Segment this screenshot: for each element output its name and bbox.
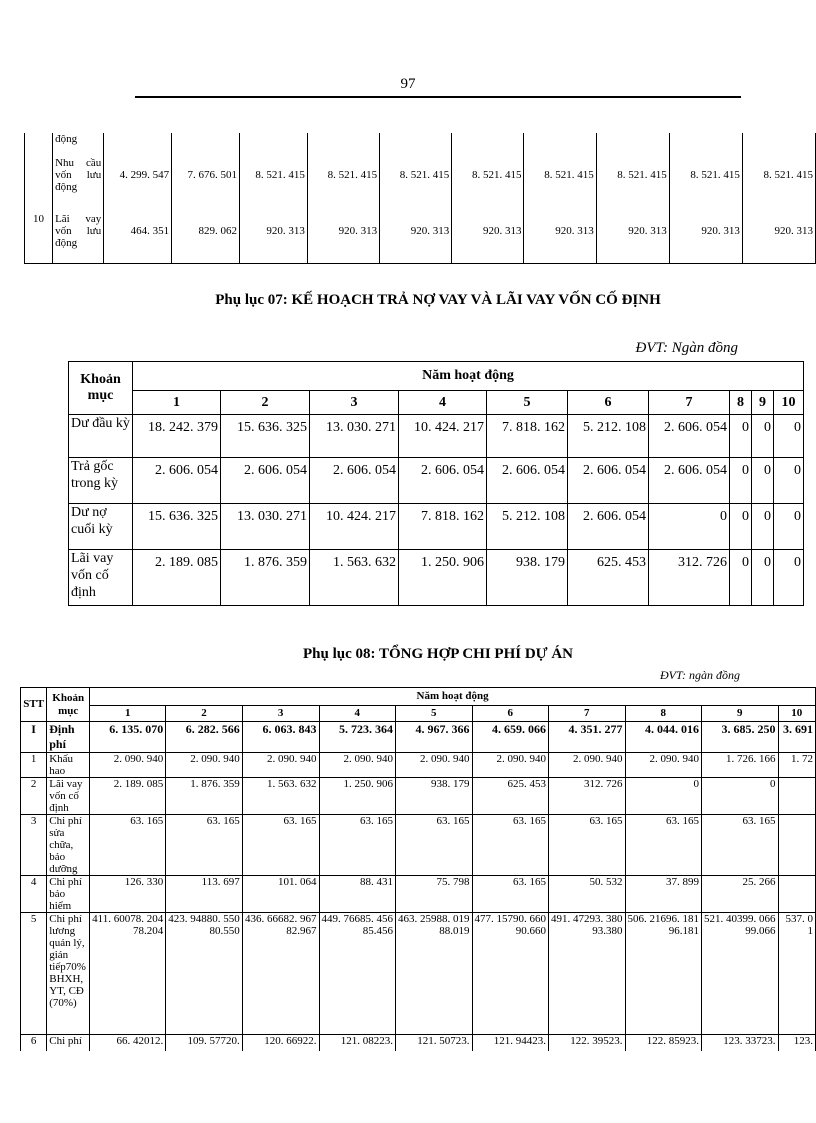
cell-value: 18. 242. 379 [133,415,221,458]
cell-value: 1. 876. 359 [221,550,310,606]
cell-value: 101. 064 [242,876,319,913]
appendix08-header-item: Khoản mục [47,688,90,722]
table-row [25,213,816,263]
cell-value: 2. 090. 940 [90,753,166,778]
table-row [21,913,816,1035]
cell-value: 1. 250. 906 [319,778,396,815]
cell-value: 1. 563. 632 [242,778,319,815]
cell-value: 8. 521. 415 [524,157,596,213]
cell-value: 63. 165 [166,815,243,876]
cell-value: 88. 431 [319,876,396,913]
cell-value: 506. 21696. 181 96.181 [625,913,702,1035]
cell-value: 0 [730,458,752,504]
cell-value [778,778,816,815]
row-stt [25,133,53,157]
cell-value: 920. 313 [669,213,742,263]
table-row [21,815,816,876]
cell-value: 63. 165 [90,815,166,876]
cell-value: 8. 521. 415 [742,157,815,213]
cell-value: 120. 66922. [242,1035,319,1051]
cell-value: 37. 899 [625,876,702,913]
cell-value: 920. 313 [240,213,308,263]
row-name: Dư đầu kỳ [69,415,133,458]
cell-value: 1. 726. 166 [702,753,779,778]
cell-value: 477. 15790. 660 90.660 [472,913,549,1035]
cell-value: 121. 50723. [396,1035,473,1051]
cell-value: 436. 66682. 967 82.967 [242,913,319,1035]
appendix08-header-stt: STT [21,688,47,722]
cell-value [452,133,524,157]
cell-value: 121. 08223. [319,1035,396,1051]
cell-value: 464. 351 [104,213,172,263]
cell-value: 50. 532 [549,876,626,913]
table-row [25,157,816,213]
appendix07-unit: ĐVT: Ngàn đồng [635,340,738,356]
table-row [25,133,816,157]
appendix07-table [68,361,804,606]
cell-value: 2. 606. 054 [487,458,568,504]
cell-value: 2. 606. 054 [310,458,399,504]
cell-value: 920. 313 [742,213,815,263]
cell-value: 63. 165 [702,815,779,876]
cell-value: 15. 636. 325 [133,504,221,550]
cell-value: 537. 0 1 [778,913,816,1035]
cell-value: 10. 424. 217 [399,415,487,458]
cell-value [742,133,815,157]
table-row [21,722,816,753]
cell-value: 4. 659. 066 [472,722,549,753]
cell-value: 8. 521. 415 [307,157,379,213]
year-header: 7 [649,391,730,415]
row-stt [25,157,53,213]
row-name: Nhu cầu vốn lưu động [53,157,104,213]
row-name: Trả gốc trong kỳ [69,458,133,504]
year-header: 1 [90,706,166,722]
cell-value: 625. 453 [568,550,649,606]
cell-value: 2. 606. 054 [649,458,730,504]
year-header: 4 [399,391,487,415]
row-stt: 4 [21,876,47,913]
cell-value: 6. 282. 566 [166,722,243,753]
cell-value: 521. 40399. 066 99.066 [702,913,779,1035]
cell-value: 5. 212. 108 [487,504,568,550]
cell-value: 2. 606. 054 [133,458,221,504]
cell-value: 0 [774,415,804,458]
cell-value: 0 [774,550,804,606]
cell-value: 625. 453 [472,778,549,815]
cell-value [307,133,379,157]
cell-value: 2. 090. 940 [166,753,243,778]
cell-value: 2. 090. 940 [625,753,702,778]
cell-value: 0 [752,458,774,504]
table-row [69,504,804,550]
appendix08-header-years: Năm hoạt động [90,688,816,706]
cell-value: 0 [752,504,774,550]
continued-table [24,133,816,264]
cell-value: 0 [752,415,774,458]
page-number: 97 [400,76,416,92]
row-name: Khấu hao [47,753,90,778]
row-name: Dư nợ cuối kỳ [69,504,133,550]
cell-value: 8. 521. 415 [596,157,669,213]
cell-value: 1. 72 [778,753,816,778]
cell-value: 63. 165 [625,815,702,876]
cell-value: 2. 090. 940 [319,753,396,778]
cell-value: 411. 60078. 204 78.204 [90,913,166,1035]
year-header: 7 [549,706,626,722]
year-header: 5 [396,706,473,722]
cell-value: 63. 165 [472,815,549,876]
cell-value: 312. 726 [649,550,730,606]
row-stt: 3 [21,815,47,876]
appendix07-title: Phụ lục 07: KẾ HOẠCH TRẢ NỢ VAY VÀ LÃI VAY VỐN CỐ ĐỊNH [215,292,661,308]
year-header: 6 [472,706,549,722]
cell-value: 7. 818. 162 [399,504,487,550]
header-rule [135,96,741,98]
row-name: Lãi vay vốn cố định [69,550,133,606]
cell-value: 109. 57720. [166,1035,243,1051]
table-row [69,415,804,458]
appendix07-header-item: Khoản mục [69,362,133,415]
cell-value: 5. 212. 108 [568,415,649,458]
cell-value: 122. 85923. [625,1035,702,1051]
cell-value: 0 [752,550,774,606]
cell-value: 938. 179 [396,778,473,815]
cell-value: 7. 818. 162 [487,415,568,458]
cell-value: 63. 165 [319,815,396,876]
cell-value: 920. 313 [307,213,379,263]
cell-value: 829. 062 [172,213,240,263]
cell-value: 491. 47293. 380 93.380 [549,913,626,1035]
cell-value: 13. 030. 271 [221,504,310,550]
cell-value: 63. 165 [549,815,626,876]
cell-value [669,133,742,157]
cell-value: 920. 313 [596,213,669,263]
cell-value: 0 [625,778,702,815]
cell-value: 75. 798 [396,876,473,913]
cell-value: 8. 521. 415 [669,157,742,213]
row-name: Lãi vay vốn lưu động [53,213,104,263]
cell-value [172,133,240,157]
cell-value: 66. 42012. [90,1035,166,1051]
cell-value [240,133,308,157]
year-header: 3 [310,391,399,415]
row-stt: 10 [25,213,53,263]
cell-value: 1. 563. 632 [310,550,399,606]
cell-value [524,133,596,157]
cell-value: 4. 967. 366 [396,722,473,753]
row-name: Chi phí [47,1035,90,1051]
cell-value: 1. 250. 906 [399,550,487,606]
table-row [21,1035,816,1051]
cell-value: 123. [778,1035,816,1051]
cell-value: 4. 044. 016 [625,722,702,753]
cell-value: 2. 090. 940 [396,753,473,778]
cell-value: 463. 25988. 019 88.019 [396,913,473,1035]
appendix08-unit: ĐVT: ngàn đồng [659,668,740,682]
cell-value: 3. 691 [778,722,816,753]
appendix08-table [20,687,816,1051]
cell-value: 63. 165 [472,876,549,913]
cell-value: 6. 063. 843 [242,722,319,753]
year-header: 8 [730,391,752,415]
appendix07-header-years: Năm hoạt động [133,362,804,391]
row-stt: I [21,722,47,753]
year-header: 10 [778,706,816,722]
cell-value: 1. 876. 359 [166,778,243,815]
cell-value: 920. 313 [524,213,596,263]
year-header: 3 [242,706,319,722]
cell-value: 0 [774,458,804,504]
cell-value [380,133,452,157]
cell-value: 423. 94880. 550 80.550 [166,913,243,1035]
cell-value: 2. 189. 085 [90,778,166,815]
row-name: Lãi vay vốn cố định [47,778,90,815]
row-stt: 1 [21,753,47,778]
cell-value: 63. 165 [242,815,319,876]
cell-value: 0 [730,504,752,550]
row-stt: 5 [21,913,47,1035]
row-stt: 2 [21,778,47,815]
row-name: Chi phí sửa chữa, bảo dưỡng [47,815,90,876]
cell-value: 126. 330 [90,876,166,913]
cell-value: 2. 606. 054 [649,415,730,458]
cell-value: 3. 685. 250 [702,722,779,753]
cell-value: 6. 135. 070 [90,722,166,753]
row-stt: 6 [21,1035,47,1051]
cell-value: 2. 090. 940 [242,753,319,778]
cell-value: 8. 521. 415 [380,157,452,213]
row-name: Chi phí bảo hiểm [47,876,90,913]
cell-value: 10. 424. 217 [310,504,399,550]
row-name: Chi phí lương quản lý, gián tiếp70% BHXH, YT, CĐ (70%) [47,913,90,1035]
cell-value: 2. 606. 054 [568,504,649,550]
cell-value [104,133,172,157]
cell-value: 938. 179 [487,550,568,606]
table-row [21,876,816,913]
cell-value [596,133,669,157]
appendix08-title: Phụ lục 08: TỔNG HỢP CHI PHÍ DỰ ÁN [302,646,574,662]
cell-value: 312. 726 [549,778,626,815]
cell-value: 8. 521. 415 [452,157,524,213]
cell-value: 123. 33723. [702,1035,779,1051]
cell-value: 15. 636. 325 [221,415,310,458]
cell-value: 2. 606. 054 [568,458,649,504]
table-row [69,458,804,504]
cell-value: 122. 39523. [549,1035,626,1051]
table-row [21,778,816,815]
cell-value: 0 [730,415,752,458]
cell-value: 2. 090. 940 [472,753,549,778]
row-name: động [53,133,104,157]
year-header: 2 [221,391,310,415]
year-header: 9 [752,391,774,415]
cell-value: 13. 030. 271 [310,415,399,458]
cell-value: 121. 94423. [472,1035,549,1051]
year-header: 9 [702,706,779,722]
cell-value: 113. 697 [166,876,243,913]
cell-value: 4. 351. 277 [549,722,626,753]
cell-value: 0 [702,778,779,815]
cell-value: 2. 606. 054 [221,458,310,504]
cell-value [778,876,816,913]
cell-value: 0 [730,550,752,606]
table-row [69,550,804,606]
cell-value: 449. 76685. 456 85.456 [319,913,396,1035]
cell-value: 8. 521. 415 [240,157,308,213]
cell-value: 7. 676. 501 [172,157,240,213]
cell-value: 5. 723. 364 [319,722,396,753]
cell-value: 2. 090. 940 [549,753,626,778]
year-header: 2 [166,706,243,722]
cell-value: 0 [774,504,804,550]
cell-value: 25. 266 [702,876,779,913]
cell-value: 2. 606. 054 [399,458,487,504]
year-header: 1 [133,391,221,415]
cell-value: 920. 313 [452,213,524,263]
row-name: Định phí [47,722,90,753]
cell-value: 63. 165 [396,815,473,876]
year-header: 5 [487,391,568,415]
cell-value: 4. 299. 547 [104,157,172,213]
year-header: 4 [319,706,396,722]
table-row [21,753,816,778]
year-header: 8 [625,706,702,722]
year-header: 6 [568,391,649,415]
cell-value: 0 [649,504,730,550]
cell-value [778,815,816,876]
year-header: 10 [774,391,804,415]
cell-value: 2. 189. 085 [133,550,221,606]
cell-value: 920. 313 [380,213,452,263]
